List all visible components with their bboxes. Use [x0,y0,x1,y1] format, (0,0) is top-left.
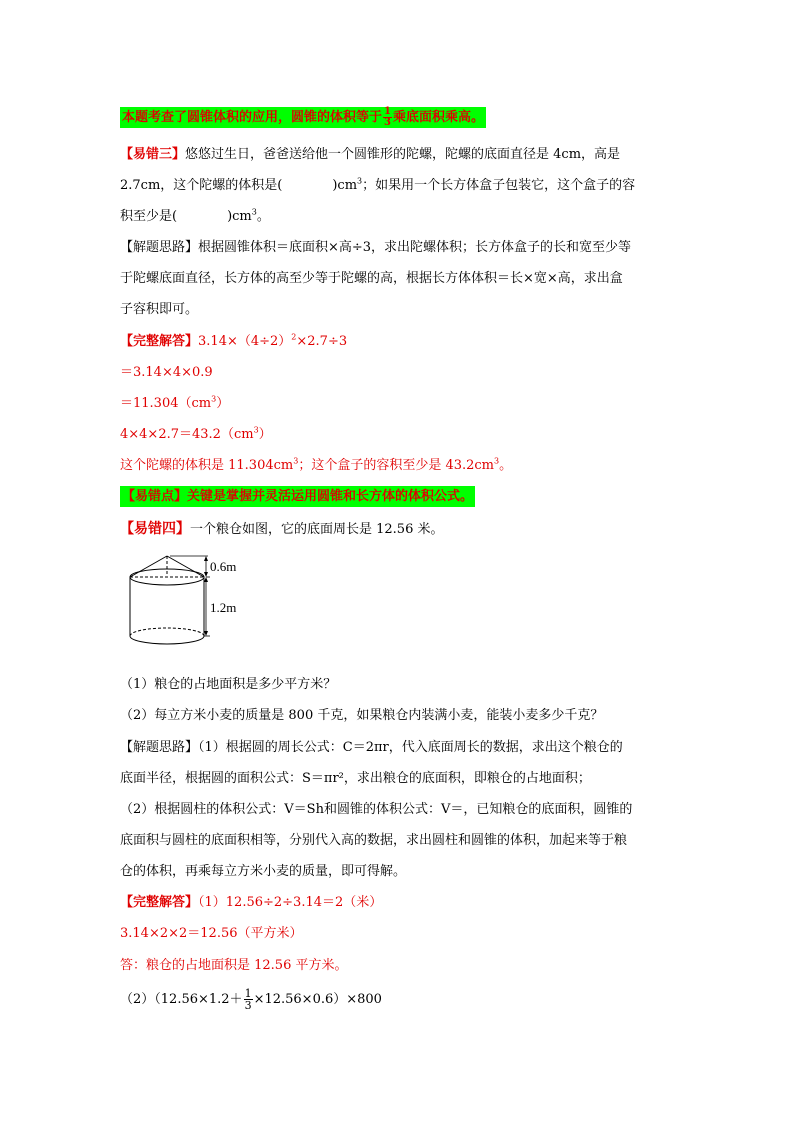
solution4-step1: 【完整解答】（1）12.56÷2÷3.14＝2（米） [120,895,383,910]
arrow-up-top [204,556,208,561]
analysis4-line2: 底面半径，根据圆的面积公式：S＝πr²，求出粮仓的底面积，即粮仓的占地面积； [120,771,591,786]
arrow-down-top [204,572,208,577]
solution4-step3: （2）（12.56×1.2＋ $\frac{1}{3}$ ×12.56×0.6）×800 [120,987,382,1012]
solution4-step2: 3.14×2×2＝12.56（平方米） [120,926,303,941]
solution3-step1: 【完整解答】$3.14\times(4\div 2)^2\times 2.7\div 3$ [120,332,348,349]
analysis3-line3: 子容积即可。 [120,302,199,317]
arrow-down-bottom [204,631,208,636]
problem4-question1: （1）粮仓的占地面积是多少平方米？ [120,677,337,692]
arrow-up-bottom [204,577,208,582]
highlight-note-cone-volume: 本题考查了圆锥体积的应用，圆锥的体积等于 $\frac{1}{3}$ 乘底面积乘高。 [122,106,484,128]
problem4-question2: （2）每立方米小麦的质量是 800 千克，如果粮仓内装满小麦，能装小麦多少千克？ [120,708,604,723]
cone-left-edge [130,556,167,577]
problem3-line3: 积至少是( )$cm^3$。 [120,207,270,224]
analysis4-line1: 【解题思路】（1）根据圆的周长公式：C＝2πr，代入底面周长的数据，求出这个粮仓的 [120,740,623,755]
solution4-tag: 【完整解答】 [120,895,199,910]
fraction-one-third: $\frac{1}{3}$ [384,106,391,128]
solution3-step2: ＝3.14×4×0.9 [120,365,213,380]
cylinder-bottom-front [130,636,204,644]
analysis4-line4: 底面积与圆柱的底面积相等，分别代入高的数据，求出圆柱和圆锥的体积，加起来等于粮 [120,833,628,848]
problem3-line2: 2.7cm，这个陀螺的体积是( )$cm^3$；如果用一个长方体盒子包装它，这个盒子的容 [120,176,636,193]
fraction-one-third-2: $\frac{1}{3}$ [244,987,252,1012]
solution3-step3: $=11.304(cm^3)$ [120,394,230,411]
problem4-line1: 【易错四】一个粮仓如图，它的底面周长是 12.56 米。 [120,521,444,537]
label-cylinder-height: 1.2m [210,600,237,615]
analysis3-line1: 【解题思路】根据圆锥体积＝底面积×高÷3，求出陀螺体积；长方体盒子的长和宽至少等 [120,240,632,255]
highlight-note-key-point: 【易错点】关键是掌握并灵活运用圆锥和长方体的体积公式。 [120,488,475,506]
label-cone-height: 0.6m [210,559,237,574]
analysis4-line5: 仓的体积，再乘每立方米小麦的质量，即可得解。 [120,864,407,879]
cylinder-bottom-back [130,628,204,636]
problem3-line1: 【易错三】悠悠过生日，爸爸送给他一个圆锥形的陀螺，陀螺的底面直径是 4cm，高是 [120,147,621,162]
solution3-answer: 这个陀螺的体积是 $11.304cm^3$；这个盒子的容积至少是 $43.2cm^3$。 [120,456,513,473]
solution3-tag: 【完整解答】 [120,334,199,349]
granary-diagram [120,548,270,658]
analysis4-line3: （2）根据圆柱的体积公式：V＝Sh和圆锥的体积公式：V＝，已知粮仓的底面积，圆锥的 [120,802,633,817]
solution3-step4: $4\times 4\times 2.7=43.2(cm^3)$ [120,425,272,442]
solution4-answer1: 答：粮仓的占地面积是 12.56 平方米。 [120,958,348,973]
problem4-tag: 【易错四】 [120,521,190,537]
cone-right-edge [167,556,204,577]
analysis3-line2: 于陀螺底面直径，长方体的高至少等于陀螺的高，根据长方体体积＝长×宽×高，求出盒 [120,271,623,286]
problem3-tag: 【易错三】 [120,147,186,162]
